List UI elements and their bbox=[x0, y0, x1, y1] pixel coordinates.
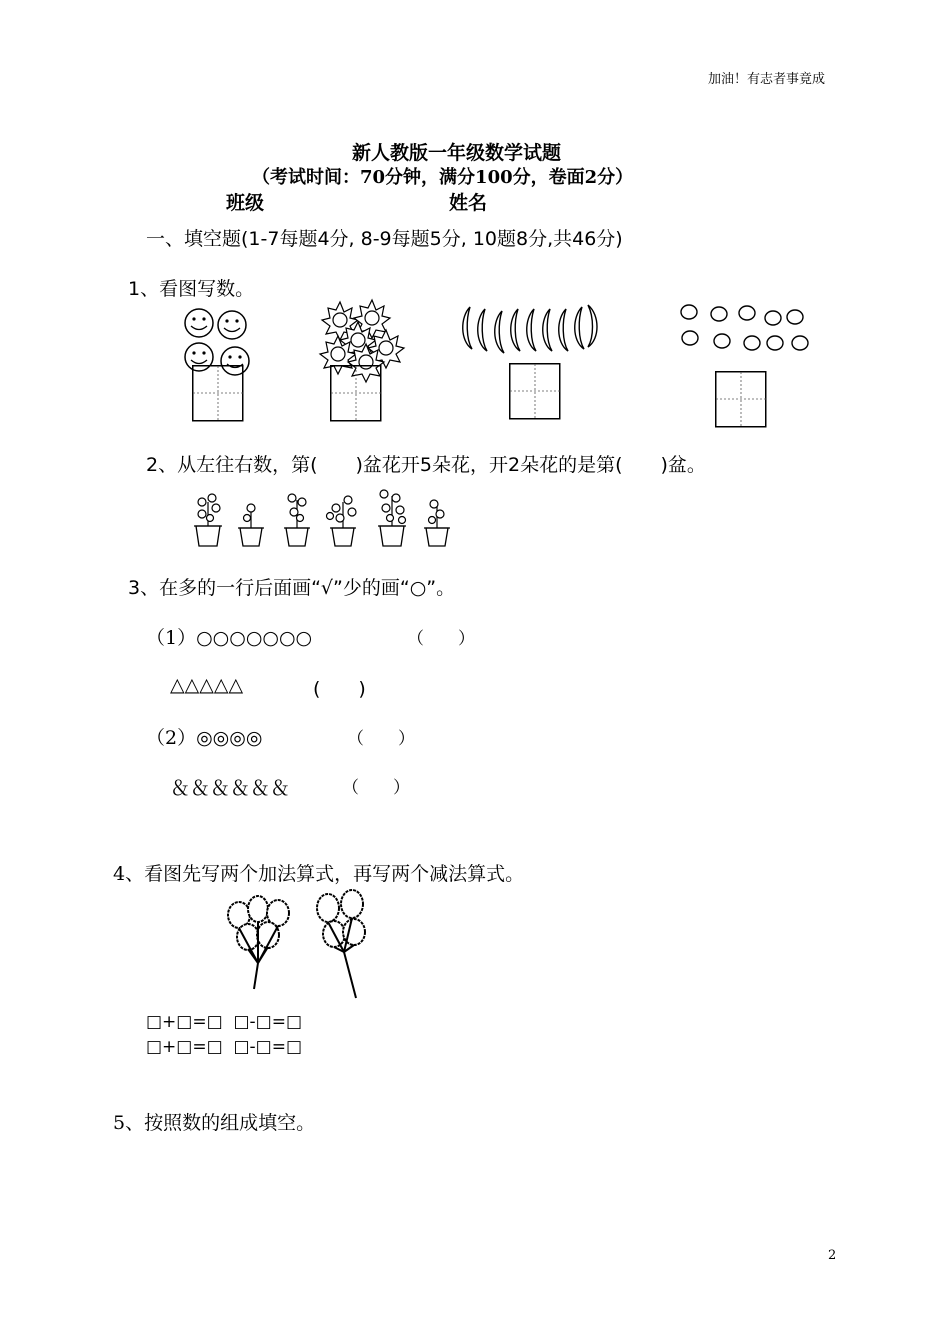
q3-row1-blank[interactable]: （ ） bbox=[407, 629, 475, 649]
circle-group-image bbox=[676, 300, 811, 356]
q3-row2-blank[interactable]: ( ) bbox=[313, 678, 366, 700]
header-motto: 加油！有志者事竟成 bbox=[708, 72, 826, 87]
class-label: 班级 bbox=[226, 192, 265, 214]
answer-box-4[interactable] bbox=[715, 371, 767, 429]
q3-row3-blank[interactable]: （ ） bbox=[347, 729, 415, 749]
section-heading: 一、填空题(1-7每题4分, 8-9每题5分, 10题8分,共46分) bbox=[146, 228, 623, 250]
question-2: 2、从左往右数，第( )盆花开5朵花，开2朵花的是第( )盆。 bbox=[146, 454, 706, 476]
q3-row1-symbols: （1）○○○○○○○ bbox=[146, 627, 313, 649]
answer-box-3[interactable] bbox=[509, 363, 561, 421]
q3-row3-symbols: （2）◎◎◎◎ bbox=[146, 727, 263, 749]
balloon-bunch-right-image bbox=[314, 886, 374, 1001]
addition-subtraction-formula-1[interactable]: □+□=□ □-□=□ bbox=[146, 1012, 303, 1032]
name-label: 姓名 bbox=[449, 192, 488, 214]
answer-box-1[interactable] bbox=[192, 365, 244, 423]
addition-subtraction-formula-2[interactable]: □+□=□ □-□=□ bbox=[146, 1037, 303, 1057]
balloon-bunch-left-image bbox=[224, 893, 294, 993]
question-4: 4、看图先写两个加法算式，再写两个减法算式。 bbox=[113, 863, 525, 885]
page-number: 2 bbox=[828, 1248, 837, 1263]
moon-group-image bbox=[460, 303, 602, 355]
question-1: 1、看图写数。 bbox=[128, 278, 255, 300]
question-5: 5、按照数的组成填空。 bbox=[113, 1112, 316, 1134]
q3-row4-blank[interactable]: （ ） bbox=[342, 778, 410, 798]
question-3: 3、在多的一行后面画“√”少的画“○”。 bbox=[128, 577, 456, 599]
q3-row4-symbols: ＆＆＆＆＆＆ bbox=[170, 776, 290, 800]
flower-pots-image bbox=[190, 488, 460, 550]
page-title: 新人教版一年级数学试题 bbox=[352, 142, 562, 164]
page-subtitle: （考试时间：70分钟，满分100分，卷面2分） bbox=[252, 167, 634, 188]
q3-row2-symbols: △△△△△ bbox=[170, 674, 244, 696]
answer-box-2[interactable] bbox=[330, 365, 382, 423]
